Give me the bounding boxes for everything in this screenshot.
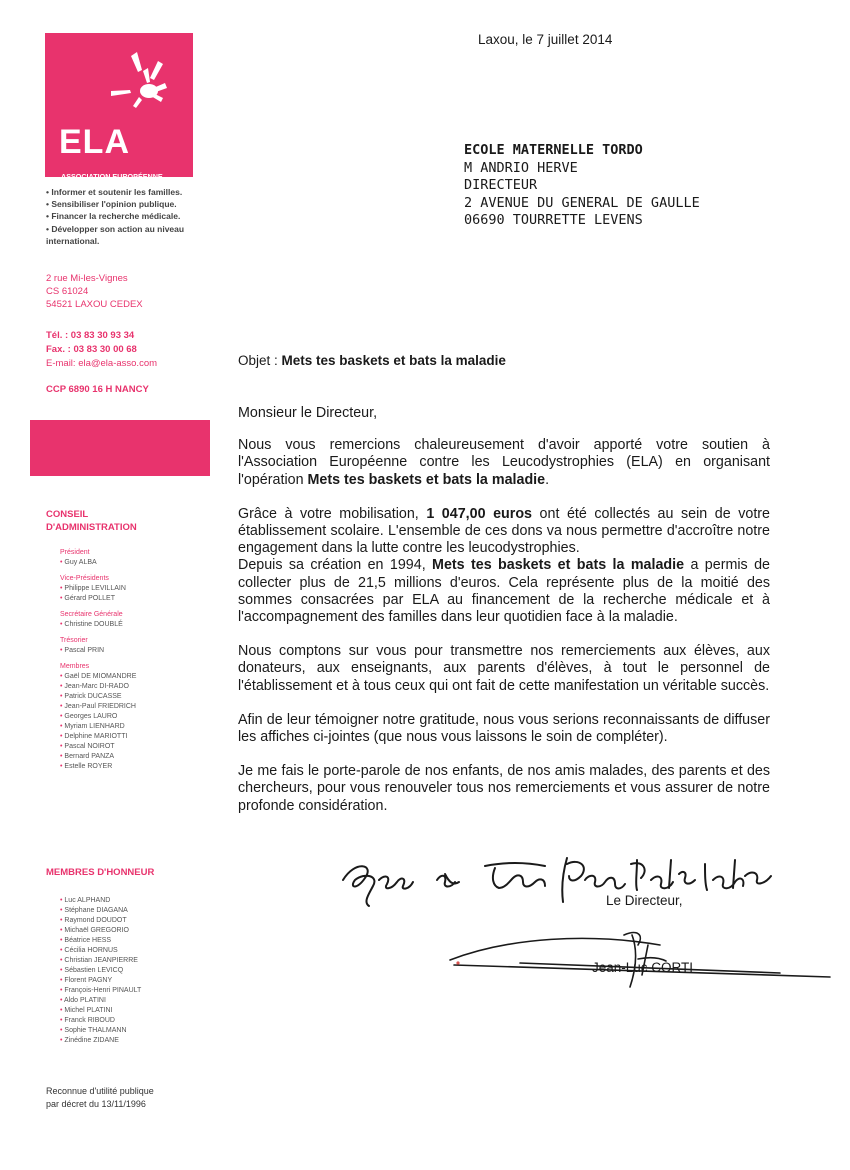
phone-number: Tél. : 03 83 30 93 34 bbox=[46, 330, 135, 341]
paragraph: Depuis sa création en 1994, Mets tes baskets et bats la maladie a permis de collecter plus de 21,5 millions d'euros. Cela représente plus de la moitié des sommes consacrées par ELA au financement de la recherche médicale et à l'accompagnement des familles dans leur quotidien face à la maladie. bbox=[238, 557, 770, 626]
list-item: • Sophie THALMANN bbox=[60, 1026, 141, 1036]
email-address[interactable]: E-mail: ela@ela-asso.com bbox=[46, 358, 158, 369]
fax-number: Fax. : 03 83 30 00 68 bbox=[46, 344, 137, 355]
letter-body bbox=[238, 405, 770, 832]
logo-wordmark: ELA bbox=[59, 123, 130, 161]
public-utility-note: Reconnue d'utilité publique par décret du 13/11/1996 bbox=[46, 1086, 154, 1109]
list-item: • Michaël GREGORIO bbox=[60, 926, 141, 936]
list-item: • Georges LAURO bbox=[60, 712, 136, 722]
list-item: • Florent PAGNY bbox=[60, 976, 141, 986]
honor-list bbox=[60, 896, 141, 1046]
mission-item: • Sensibiliser l'opinion publique. bbox=[46, 198, 206, 210]
decorative-band bbox=[30, 420, 210, 476]
list-item: • François-Henri PINAULT bbox=[60, 986, 141, 996]
mission-item: • Informer et soutenir les familles. bbox=[46, 186, 206, 198]
mission-item: • Financer la recherche médicale. bbox=[46, 210, 206, 222]
signer-name: Jean-Luc CORTI bbox=[592, 960, 694, 975]
salutation: Monsieur le Directeur, bbox=[238, 405, 378, 421]
list-item: • Philippe LEVILLAIN bbox=[60, 584, 136, 594]
list-item: • Franck RIBOUD bbox=[60, 1016, 141, 1026]
list-item: • Patrick DUCASSE bbox=[60, 692, 136, 702]
list-item: • Cécilia HORNUS bbox=[60, 946, 141, 956]
list-item: • Zinédine ZIDANE bbox=[60, 1036, 141, 1046]
list-item: • Christine DOUBLÉ bbox=[60, 620, 136, 630]
list-item: • Luc ALPHAND bbox=[60, 896, 141, 906]
list-item: • Sébastien LEVICQ bbox=[60, 966, 141, 976]
ela-logo bbox=[45, 33, 193, 189]
list-item: • Pascal NOIROT bbox=[60, 742, 136, 752]
logo-subtitle: ASSOCIATION EUROPÉENNE CONTRE LES LEUCODYSTROPHIES bbox=[61, 172, 186, 189]
postal-address: 2 rue Mi-les-Vignes CS 61024 54521 LAXOU CEDEX bbox=[46, 273, 143, 310]
letter-date: Laxou, le 7 juillet 2014 bbox=[478, 32, 613, 47]
list-item: • Estelle ROYER bbox=[60, 762, 136, 772]
paragraph: Grâce à votre mobilisation, 1 047,00 euros ont été collectés au sein de votre établissement scolaire. L'ensemble de ces dons va nous permettre d'accroître notre engagement dans la lutte contre les leucodystrophies. bbox=[238, 505, 770, 557]
mission-item: • Développer son action au niveau international. bbox=[46, 223, 206, 247]
paragraph: Je me fais le porte-parole de nos enfants, de nos amis malades, des parents et des chercheurs, pour vous renouveler tous nos remerciements et vous assurer de notre profonde considération. bbox=[238, 763, 770, 814]
board-list: Président • Guy ALBA Vice-Présidents • Philippe LEVILLAIN • Gérard POLLET Secrétaire Générale • Christine DOUBLÉ Trésorier • Pascal PRIN Membres • Gaël DE MIOMANDRE • Jean-Marc DI-RADO • Patrick DUCASSE • Jean-Paul FRIEDRICH • Georges LAURO • Myriam LIENHARD • Delphine MARIOTTI • Pascal NOIROT • Bernard PANZA • Estelle ROYER bbox=[60, 548, 136, 772]
list-item: • Gérard POLLET bbox=[60, 594, 136, 604]
honor-title: MEMBRES D'HONNEUR bbox=[46, 867, 155, 878]
list-item: • Jean-Marc DI-RADO bbox=[60, 682, 136, 692]
ccp-account: CCP 6890 16 H NANCY bbox=[46, 384, 149, 395]
contact-info bbox=[46, 329, 157, 371]
donation-amount: 1 047,00 euros bbox=[426, 505, 533, 522]
missions-list bbox=[46, 186, 206, 247]
letter-subject: Objet : Mets tes baskets et bats la maladie bbox=[238, 353, 506, 368]
list-item: • Bernard PANZA bbox=[60, 752, 136, 762]
list-item: • Béatrice HESS bbox=[60, 936, 141, 946]
board-title: CONSEIL D'ADMINISTRATION bbox=[46, 509, 137, 533]
signature bbox=[420, 915, 840, 1000]
list-item: • Gaël DE MIOMANDRE bbox=[60, 672, 136, 682]
list-item: • Aldo PLATINI bbox=[60, 996, 141, 1006]
list-item: • Jean-Paul FRIEDRICH bbox=[60, 702, 136, 712]
list-item: • Stéphane DIAGANA bbox=[60, 906, 141, 916]
list-item: • Pascal PRIN bbox=[60, 646, 136, 656]
list-item: • Michel PLATINI bbox=[60, 1006, 141, 1016]
list-item: • Delphine MARIOTTI bbox=[60, 732, 136, 742]
paragraph: Nous vous remercions chaleureusement d'avoir apporté votre soutien à l'Association Européenne contre les Leucodystrophies (ELA) en organisant l'opération Mets tes baskets et bats la maladie. bbox=[238, 437, 770, 488]
list-item: • Raymond DOUDOT bbox=[60, 916, 141, 926]
list-item: • Christian JEANPIERRE bbox=[60, 956, 141, 966]
signer-title: Le Directeur, bbox=[606, 893, 683, 908]
paragraph: Nous comptons sur vous pour transmettre nos remerciements aux élèves, aux donateurs, aux enseignants, aux parents d'élèves, à tout le personnel de l'établissement et à tous ceux qui ont fait de cette manifestation un véritable succès. bbox=[238, 643, 770, 694]
recipient-address: ECOLE MATERNELLE TORDO M ANDRIO HERVE DIRECTEUR 2 AVENUE DU GENERAL DE GAULLE 06690 TOURRETTE LEVENS bbox=[464, 142, 700, 228]
handwritten-note bbox=[335, 850, 795, 915]
list-item: • Myriam LIENHARD bbox=[60, 722, 136, 732]
paragraph: Afin de leur témoigner notre gratitude, nous vous serions reconnaissants de diffuser les affiches ci-jointes (que nous vous laissons le soin de compléter). bbox=[238, 711, 770, 746]
list-item: • Guy ALBA bbox=[60, 558, 136, 568]
